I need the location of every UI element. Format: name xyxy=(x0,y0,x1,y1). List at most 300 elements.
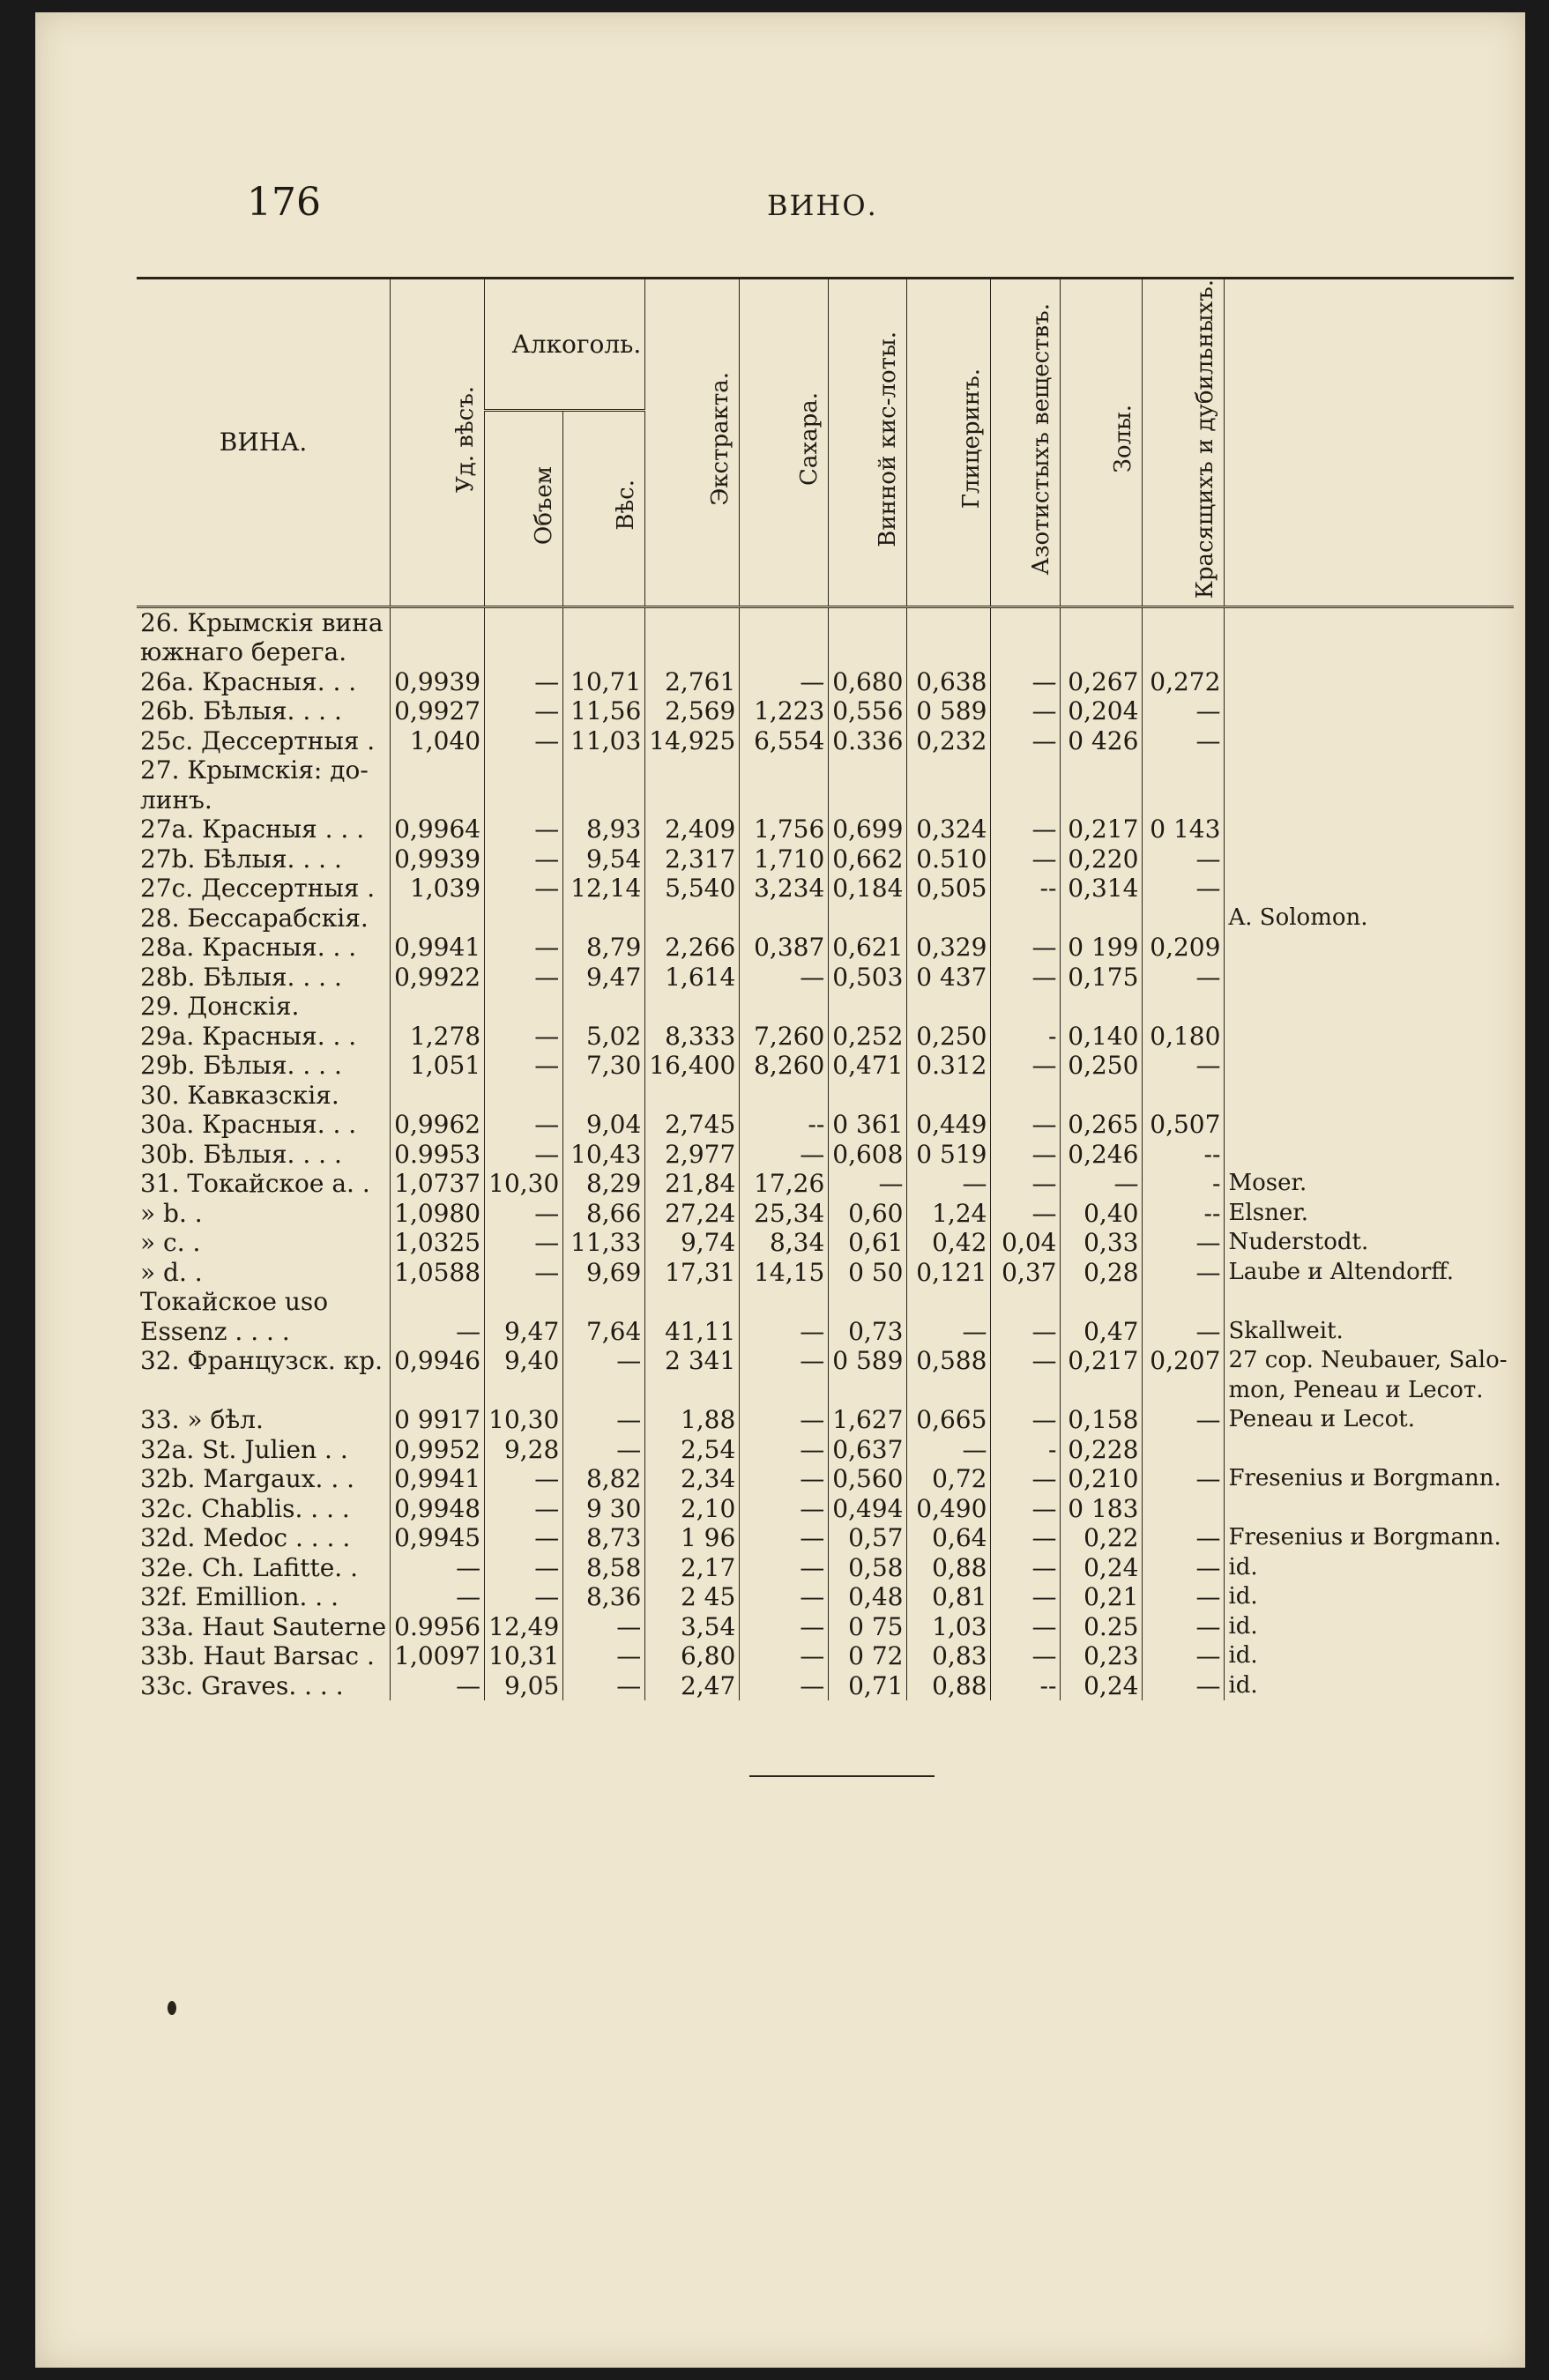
value-cell: — xyxy=(485,1523,563,1553)
value-cell: 0.510 xyxy=(907,844,991,874)
value-cell: 2 45 xyxy=(645,1582,740,1612)
value-cell: 0,83 xyxy=(907,1641,991,1671)
value-cell: — xyxy=(740,1405,829,1435)
table-row xyxy=(137,1228,1514,1258)
value-cell xyxy=(740,1287,829,1317)
table-row xyxy=(137,1051,1514,1081)
value-cell xyxy=(740,606,829,637)
value-cell: 1,03 xyxy=(907,1612,991,1642)
value-cell: — xyxy=(485,1464,563,1494)
value-cell: — xyxy=(991,814,1061,844)
value-cell xyxy=(740,785,829,815)
value-cell: 27,24 xyxy=(645,1199,740,1229)
value-cell xyxy=(391,785,485,815)
value-cell xyxy=(829,1081,907,1111)
value-cell xyxy=(740,904,829,933)
value-cell: — xyxy=(1143,726,1225,756)
wine-name-cell: 29a. Красныя. . . xyxy=(140,1021,357,1051)
value-cell: 1,040 xyxy=(391,726,485,756)
value-cell xyxy=(829,755,907,785)
wine-name-cell: 26. Крымскія вина xyxy=(140,607,384,637)
value-cell: 0,204 xyxy=(1061,696,1143,726)
value-cell xyxy=(563,904,645,933)
wine-name-cell: 28a. Красныя. . . xyxy=(140,933,357,963)
value-cell: — xyxy=(740,1494,829,1524)
value-cell: 0,40 xyxy=(1061,1199,1143,1229)
value-cell: — xyxy=(740,1140,829,1170)
source-cell xyxy=(1225,1022,1515,1052)
value-cell: — xyxy=(740,1671,829,1701)
wine-name-cell: 31. Токайское a. . xyxy=(140,1169,370,1199)
value-cell: 0,58 xyxy=(829,1553,907,1583)
value-cell: — xyxy=(563,1435,645,1465)
value-cell: 0,184 xyxy=(829,874,907,904)
wine-name-cell: линъ. xyxy=(140,785,212,814)
value-cell xyxy=(485,1376,563,1406)
value-cell: 0,608 xyxy=(829,1140,907,1170)
value-cell: - xyxy=(991,1022,1061,1052)
value-cell: 9,69 xyxy=(563,1258,645,1288)
value-cell xyxy=(645,785,740,815)
value-cell: 41,11 xyxy=(645,1317,740,1347)
wine-name-cell: 29b. Бѣлыя. . . . xyxy=(140,1051,342,1081)
value-cell: 11,56 xyxy=(563,696,645,726)
value-cell xyxy=(907,904,991,933)
table-row xyxy=(137,726,1514,756)
table-row xyxy=(137,844,1514,874)
page-number: 176 xyxy=(247,180,321,225)
value-cell xyxy=(740,755,829,785)
value-cell: 0,33 xyxy=(1061,1228,1143,1258)
value-cell: — xyxy=(991,696,1061,726)
value-cell: 0,220 xyxy=(1061,844,1143,874)
value-cell: 0,88 xyxy=(907,1671,991,1701)
value-cell xyxy=(1143,755,1225,785)
value-cell: 0,272 xyxy=(1143,667,1225,697)
value-cell: 1,0325 xyxy=(391,1228,485,1258)
value-cell: — xyxy=(485,1494,563,1524)
value-cell: 0,680 xyxy=(829,667,907,697)
value-cell xyxy=(907,785,991,815)
value-cell: 9,05 xyxy=(485,1671,563,1701)
value-cell: 0 437 xyxy=(907,963,991,993)
value-cell: 0,621 xyxy=(829,933,907,963)
value-cell: — xyxy=(563,1641,645,1671)
value-cell: 9,74 xyxy=(645,1228,740,1258)
value-cell: 0,48 xyxy=(829,1582,907,1612)
value-cell: — xyxy=(485,933,563,963)
value-cell: 0 183 xyxy=(1061,1494,1143,1524)
wine-name-cell: 32. Французск. кр. xyxy=(140,1346,384,1376)
value-cell xyxy=(391,606,485,637)
value-cell: 0,588 xyxy=(907,1346,991,1376)
value-cell xyxy=(645,1287,740,1317)
value-cell: 0,57 xyxy=(829,1523,907,1553)
source-cell xyxy=(1225,1435,1515,1465)
value-cell: 6,80 xyxy=(645,1641,740,1671)
value-cell xyxy=(740,637,829,667)
value-cell: 0,314 xyxy=(1061,874,1143,904)
value-cell: 0,37 xyxy=(991,1258,1061,1288)
value-cell xyxy=(645,637,740,667)
value-cell: 1,051 xyxy=(391,1051,485,1081)
value-cell xyxy=(485,785,563,815)
wine-name-cell: » c. . xyxy=(140,1228,201,1258)
value-cell: — xyxy=(991,1523,1061,1553)
source-cell xyxy=(1225,785,1515,815)
value-cell: 9,28 xyxy=(485,1435,563,1465)
value-cell: 1,223 xyxy=(740,696,829,726)
value-cell xyxy=(1143,785,1225,815)
value-cell xyxy=(1143,992,1225,1022)
source-cell: Nuderstodt. xyxy=(1225,1228,1515,1258)
value-cell: -- xyxy=(991,874,1061,904)
value-cell: — xyxy=(1143,1523,1225,1553)
value-cell: — xyxy=(740,1464,829,1494)
value-cell xyxy=(1061,904,1143,933)
table-row xyxy=(137,933,1514,963)
wine-table-body xyxy=(137,606,1514,1700)
value-cell: 0,121 xyxy=(907,1258,991,1288)
value-cell: 2,409 xyxy=(645,814,740,844)
value-cell: 0,42 xyxy=(907,1228,991,1258)
value-cell: — xyxy=(829,1169,907,1199)
wine-name-cell: 30b. Бѣлыя. . . . xyxy=(140,1139,342,1169)
value-cell: — xyxy=(485,1110,563,1140)
value-cell: 7,64 xyxy=(563,1317,645,1347)
value-cell: 0,329 xyxy=(907,933,991,963)
wine-name-cell: 32c. Chablis. . . . xyxy=(140,1493,350,1523)
wine-name-cell: » d. . xyxy=(140,1257,203,1287)
value-cell xyxy=(563,785,645,815)
value-cell: 0,560 xyxy=(829,1464,907,1494)
value-cell xyxy=(391,904,485,933)
table-row xyxy=(137,1199,1514,1229)
value-cell: 8,58 xyxy=(563,1553,645,1583)
value-cell: 0,71 xyxy=(829,1671,907,1701)
col-dyes: Красящихъ и дубильныхъ. xyxy=(1143,279,1225,607)
value-cell xyxy=(829,1287,907,1317)
value-cell: — xyxy=(391,1553,485,1583)
wine-name-cell: 30a. Красныя. . . xyxy=(140,1110,357,1140)
value-cell: 0,267 xyxy=(1061,667,1143,697)
value-cell: — xyxy=(991,1612,1061,1642)
value-cell xyxy=(991,1376,1061,1406)
running-head: ВИНО. xyxy=(767,189,878,222)
ink-spot xyxy=(168,2001,176,2015)
value-cell xyxy=(563,637,645,667)
value-cell: 1,710 xyxy=(740,844,829,874)
source-cell xyxy=(1225,814,1515,844)
value-cell: — xyxy=(991,1405,1061,1435)
wine-name-cell: 27c. Дессертныя . xyxy=(140,874,376,904)
source-cell xyxy=(1225,844,1515,874)
value-cell xyxy=(829,904,907,933)
value-cell: — xyxy=(991,1582,1061,1612)
value-cell xyxy=(645,904,740,933)
col-nitrogen: Азотистыхъ веществъ. xyxy=(991,279,1061,607)
value-cell: — xyxy=(1143,1671,1225,1701)
value-cell xyxy=(991,755,1061,785)
wine-name-cell: 32b. Margaux. . . xyxy=(140,1464,355,1494)
value-cell: 0,662 xyxy=(829,844,907,874)
wine-name-cell: 28b. Бѣлыя. . . . xyxy=(140,962,342,992)
wine-name-cell: Токайское uso xyxy=(140,1287,329,1317)
value-cell: — xyxy=(740,1641,829,1671)
table-row xyxy=(137,1110,1514,1140)
table-row xyxy=(137,1494,1514,1524)
value-cell: 0,47 xyxy=(1061,1317,1143,1347)
value-cell: 2,761 xyxy=(645,667,740,697)
wine-name-cell: 27b. Бѣлыя. . . . xyxy=(140,844,342,874)
value-cell: 1,0097 xyxy=(391,1641,485,1671)
value-cell xyxy=(563,755,645,785)
value-cell: 0,9939 xyxy=(391,844,485,874)
value-cell: 8,36 xyxy=(563,1582,645,1612)
value-cell xyxy=(391,637,485,667)
value-cell: 1,0980 xyxy=(391,1199,485,1229)
value-cell: 7,30 xyxy=(563,1051,645,1081)
value-cell: — xyxy=(485,726,563,756)
source-cell xyxy=(1225,637,1515,667)
value-cell: 1,039 xyxy=(391,874,485,904)
value-cell: 0.9953 xyxy=(391,1140,485,1170)
source-cell: id. xyxy=(1225,1582,1515,1612)
value-cell: 12,14 xyxy=(563,874,645,904)
value-cell xyxy=(907,1376,991,1406)
value-cell: 0,9945 xyxy=(391,1523,485,1553)
wine-name-cell: 27a. Красныя . . . xyxy=(140,814,365,844)
value-cell: 10,30 xyxy=(485,1405,563,1435)
value-cell: 0,23 xyxy=(1061,1641,1143,1671)
value-cell: — xyxy=(740,963,829,993)
source-cell: mon, Peneau и Lecoт. xyxy=(1225,1376,1515,1406)
value-cell xyxy=(485,606,563,637)
value-cell: -- xyxy=(1143,1140,1225,1170)
value-cell xyxy=(1143,1376,1225,1406)
value-cell xyxy=(907,637,991,667)
wine-name-cell: 32e. Ch. Lafitte. . xyxy=(140,1552,358,1582)
value-cell xyxy=(485,992,563,1022)
source-cell: Fresenius и Borgmann. xyxy=(1225,1464,1515,1494)
value-cell: — xyxy=(391,1582,485,1612)
value-cell: 10,71 xyxy=(563,667,645,697)
value-cell: — xyxy=(991,1199,1061,1229)
col-ash: Золы. xyxy=(1061,279,1143,607)
source-cell: Moser. xyxy=(1225,1169,1515,1199)
value-cell: 9,04 xyxy=(563,1110,645,1140)
value-cell xyxy=(991,1287,1061,1317)
value-cell: — xyxy=(1143,874,1225,904)
source-cell xyxy=(1225,1051,1515,1081)
table-row xyxy=(137,1317,1514,1347)
value-cell xyxy=(1143,637,1225,667)
value-cell: 0 426 xyxy=(1061,726,1143,756)
value-cell: 8,34 xyxy=(740,1228,829,1258)
value-cell: 10,31 xyxy=(485,1641,563,1671)
value-cell xyxy=(485,1287,563,1317)
col-glycerin: Глицеринъ. xyxy=(907,279,991,607)
table-row xyxy=(137,1169,1514,1199)
value-cell: — xyxy=(485,1553,563,1583)
value-cell: 0,556 xyxy=(829,696,907,726)
value-cell xyxy=(1061,785,1143,815)
table-row xyxy=(137,667,1514,697)
value-cell xyxy=(1061,1376,1143,1406)
value-cell: 0,9922 xyxy=(391,963,485,993)
table-row xyxy=(137,1435,1514,1465)
value-cell: — xyxy=(991,667,1061,697)
value-cell xyxy=(829,637,907,667)
value-cell: — xyxy=(485,1022,563,1052)
table-row xyxy=(137,696,1514,726)
wine-name-cell: » b. . xyxy=(140,1198,203,1228)
value-cell: 2,54 xyxy=(645,1435,740,1465)
value-cell: 9,54 xyxy=(563,844,645,874)
value-cell xyxy=(645,755,740,785)
value-cell: — xyxy=(991,1641,1061,1671)
value-cell: — xyxy=(1143,1317,1225,1347)
value-cell: 7,260 xyxy=(740,1022,829,1052)
end-rule xyxy=(749,1775,935,1777)
value-cell: 9,47 xyxy=(485,1317,563,1347)
value-cell: — xyxy=(991,1346,1061,1376)
value-cell xyxy=(485,904,563,933)
col-sugar: Сахара. xyxy=(740,279,829,607)
value-cell xyxy=(991,904,1061,933)
value-cell: 0 199 xyxy=(1061,933,1143,963)
value-cell: 0,471 xyxy=(829,1051,907,1081)
value-cell: 0,9952 xyxy=(391,1435,485,1465)
value-cell: — xyxy=(991,1494,1061,1524)
value-cell: 0.312 xyxy=(907,1051,991,1081)
wine-name-cell: 30. Кавказскія. xyxy=(140,1080,339,1110)
value-cell: — xyxy=(740,1317,829,1347)
wine-name-cell: Essenz . . . . xyxy=(140,1316,290,1346)
value-cell: 1,88 xyxy=(645,1405,740,1435)
source-cell xyxy=(1225,696,1515,726)
value-cell: 8,79 xyxy=(563,933,645,963)
value-cell: 11,33 xyxy=(563,1228,645,1258)
value-cell: 8,82 xyxy=(563,1464,645,1494)
value-cell: 1,24 xyxy=(907,1199,991,1229)
value-cell: -- xyxy=(740,1110,829,1140)
wine-table xyxy=(137,277,1514,1700)
value-cell: 0,217 xyxy=(1061,1346,1143,1376)
table-row xyxy=(137,785,1514,815)
value-cell: 10,30 xyxy=(485,1169,563,1199)
value-cell xyxy=(1143,1435,1225,1465)
value-cell: 0,24 xyxy=(1061,1553,1143,1583)
col-source xyxy=(1225,279,1515,607)
value-cell: — xyxy=(991,1464,1061,1494)
value-cell: 9,47 xyxy=(563,963,645,993)
value-cell: 0,60 xyxy=(829,1199,907,1229)
wine-name-cell: 27. Крымскія: до- xyxy=(140,755,369,785)
value-cell: 0,507 xyxy=(1143,1110,1225,1140)
value-cell: 1,627 xyxy=(829,1405,907,1435)
value-cell: 12,49 xyxy=(485,1612,563,1642)
value-cell: 16,400 xyxy=(645,1051,740,1081)
value-cell: — xyxy=(485,814,563,844)
value-cell xyxy=(740,992,829,1022)
value-cell: — xyxy=(391,1671,485,1701)
value-cell: — xyxy=(485,874,563,904)
value-cell xyxy=(391,992,485,1022)
value-cell: 1,756 xyxy=(740,814,829,844)
source-cell xyxy=(1225,1494,1515,1524)
value-cell: 0.336 xyxy=(829,726,907,756)
value-cell: 0,228 xyxy=(1061,1435,1143,1465)
value-cell: 0,88 xyxy=(907,1553,991,1583)
value-cell xyxy=(1061,637,1143,667)
wine-name-cell: 33c. Graves. . . . xyxy=(140,1670,344,1700)
value-cell: — xyxy=(991,1051,1061,1081)
table-row xyxy=(137,755,1514,785)
value-cell: 0 589 xyxy=(829,1346,907,1376)
value-cell: 0,22 xyxy=(1061,1523,1143,1553)
col-extract: Экстракта. xyxy=(645,279,740,607)
value-cell: — xyxy=(485,1228,563,1258)
value-cell: — xyxy=(907,1169,991,1199)
value-cell: 1,278 xyxy=(391,1022,485,1052)
value-cell: 9,40 xyxy=(485,1346,563,1376)
table-row xyxy=(137,1081,1514,1111)
value-cell: 0,490 xyxy=(907,1494,991,1524)
value-cell: 0 50 xyxy=(829,1258,907,1288)
source-cell: Laube и Altendorff. xyxy=(1225,1258,1515,1288)
value-cell: — xyxy=(1143,1612,1225,1642)
value-cell xyxy=(645,1376,740,1406)
source-cell xyxy=(1225,874,1515,904)
value-cell: 0 75 xyxy=(829,1612,907,1642)
value-cell: 17,26 xyxy=(740,1169,829,1199)
value-cell: 8,333 xyxy=(645,1022,740,1052)
value-cell: 0,28 xyxy=(1061,1258,1143,1288)
value-cell: 0,207 xyxy=(1143,1346,1225,1376)
wine-name-cell: 32f. Emillion. . . xyxy=(140,1582,339,1612)
value-cell: 0,210 xyxy=(1061,1464,1143,1494)
value-cell: — xyxy=(991,1317,1061,1347)
table-row xyxy=(137,1464,1514,1494)
value-cell xyxy=(907,755,991,785)
table-row xyxy=(137,1140,1514,1170)
value-cell: 2,977 xyxy=(645,1140,740,1170)
wine-name-cell xyxy=(137,1376,391,1406)
value-cell: 0,9948 xyxy=(391,1494,485,1524)
value-cell xyxy=(1061,755,1143,785)
source-cell xyxy=(1225,1081,1515,1111)
table-row xyxy=(137,1553,1514,1583)
value-cell xyxy=(391,1081,485,1111)
value-cell: 0,72 xyxy=(907,1464,991,1494)
source-cell: Elsner. xyxy=(1225,1199,1515,1229)
value-cell: 0 72 xyxy=(829,1641,907,1671)
value-cell: — xyxy=(1143,963,1225,993)
value-cell: 0,387 xyxy=(740,933,829,963)
page xyxy=(35,12,1525,2368)
value-cell: 2,34 xyxy=(645,1464,740,1494)
value-cell: 0.9956 xyxy=(391,1612,485,1642)
value-cell: 5,02 xyxy=(563,1022,645,1052)
value-cell: 0,665 xyxy=(907,1405,991,1435)
value-cell: 0,503 xyxy=(829,963,907,993)
table-row xyxy=(137,1346,1514,1376)
value-cell: 9 30 xyxy=(563,1494,645,1524)
value-cell: 0 519 xyxy=(907,1140,991,1170)
value-cell: — xyxy=(740,1612,829,1642)
source-cell: id. xyxy=(1225,1612,1515,1642)
